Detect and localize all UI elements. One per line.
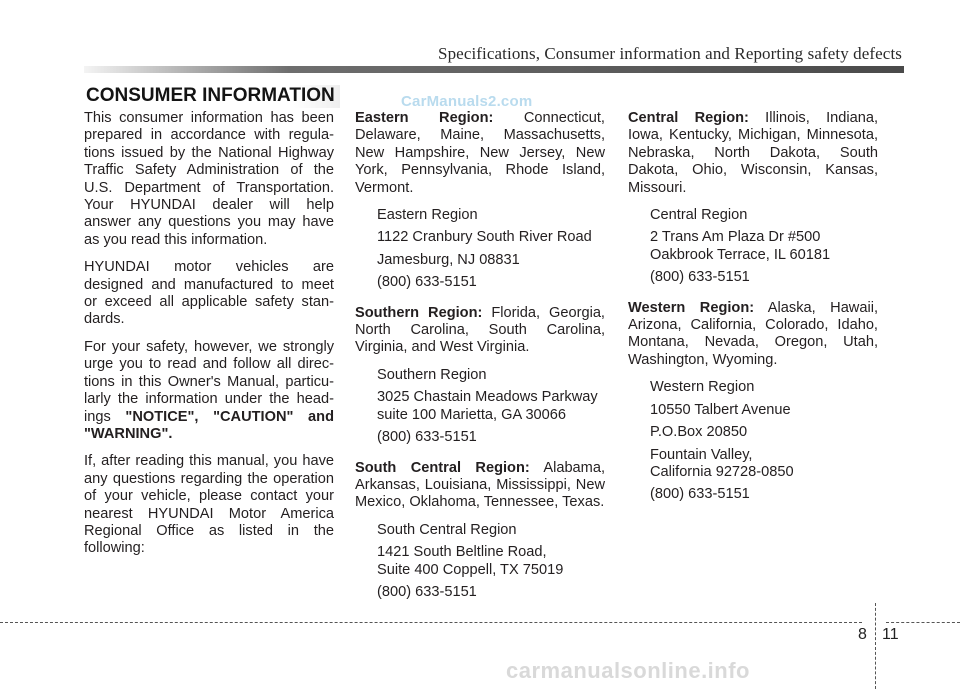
- address-phone: (800) 633-5151: [650, 269, 750, 286]
- watermark-bottom: carmanualsonline.info: [506, 658, 750, 683]
- western-region-address: [650, 379, 878, 503]
- section-heading: CONSUMER INFORMATION: [84, 85, 340, 108]
- southern-region-label: Southern Region:: [355, 304, 483, 321]
- eastern-region-label: Eastern Region:: [355, 110, 494, 126]
- central-region-label: Central Region:: [628, 110, 749, 126]
- address-phone: (800) 633-5151: [377, 429, 477, 446]
- address-street: 2 Trans Am Plaza Dr #500: [650, 229, 821, 246]
- safety-headings: "NOTICE", "CAUTION" and "WARNING".: [84, 408, 334, 442]
- address-city: Suite 400 Coppell, TX 75019: [377, 561, 564, 578]
- regions-column-2: [355, 110, 605, 606]
- western-region-label: Western Region:: [628, 299, 755, 316]
- intro-paragraph: This consumer information has been prepared in accordance with regula-tions issued by the National Highway Traffic Safety Administration of the U.S. Department of Transportation. Your HYUNDAI dealer will help answer any questions you may have as you read this information.: [84, 110, 334, 248]
- running-header: Specifications, Consumer information and Reporting safety defects: [438, 44, 902, 63]
- address-street-block: [377, 389, 605, 424]
- regions-column-3: [628, 110, 878, 509]
- eastern-region-address: [377, 207, 605, 292]
- page-number: 11: [882, 626, 899, 643]
- intro-column: [84, 110, 334, 568]
- contact-paragraph: If, after reading this manual, you have any questions regarding the operation of your vehicle, please contact your nearest HYUNDAI Motor America Regional Office as listed in the following:: [84, 453, 334, 557]
- address-phone: (800) 633-5151: [650, 486, 750, 503]
- address-city: Oakbrook Terrace, IL 60181: [650, 246, 831, 263]
- address-phone: (800) 633-5151: [377, 274, 477, 291]
- south-central-region-label: South Central Region:: [355, 459, 530, 476]
- address-name: Eastern Region: [377, 207, 478, 224]
- central-region-states: Central Region: Illinois, Indiana, Iowa, Kentucky, Michigan, Minnesota, Nebraska, North Dakota, South Dakota, Ohio, Wisconsin, Kansas, Missouri.: [628, 110, 878, 196]
- address-city: Fountain Valley,: [650, 446, 753, 463]
- address-street-block: [377, 544, 605, 579]
- address-city: suite 100 Marietta, GA 30066: [377, 406, 567, 423]
- address-pobox: P.O.Box 20850: [650, 424, 748, 441]
- address-name: Southern Region: [377, 366, 487, 383]
- western-region-states: Western Region: Alaska, Hawaii, Arizona, California, Colorado, Idaho, Montana, Nevada, Oregon, Utah, Washington, Wyoming.: [628, 299, 879, 368]
- address-city: Jamesburg, NJ 08831: [377, 251, 520, 268]
- south-central-region-address: [377, 522, 605, 602]
- address-city-block: [650, 447, 878, 482]
- chapter-number: 8: [858, 626, 867, 643]
- address-street: 1122 Cranbury South River Road: [377, 229, 592, 246]
- address-name: Central Region: [650, 207, 748, 224]
- address-street: 10550 Talbert Avenue: [650, 401, 791, 418]
- address-name: South Central Region: [377, 521, 517, 538]
- footer-rule-right: [886, 622, 960, 623]
- eastern-region-states: Eastern Region: Connecticut, Delaware, Maine, Massachusetts, New Hampshire, New Jersey, New York, Pennsylvania, Rhode Island, Vermont.: [355, 110, 605, 196]
- address-street: 1421 South Beltline Road,: [377, 544, 547, 561]
- southern-region-states: Southern Region: Florida, Georgia, North Carolina, South Carolina, Virginia, and West Virginia.: [355, 304, 605, 356]
- safety-text: For your safety, however, we strongly urge you to read and follow all direc-tions in this Owner's Manual, particu-larly the information under the head-ings: [84, 338, 334, 425]
- address-state-zip: California 92728-0850: [650, 463, 794, 480]
- address-phone: (800) 633-5151: [377, 583, 477, 600]
- footer-rule-left: [0, 622, 862, 623]
- safety-paragraph: [84, 339, 334, 443]
- header-rule: [84, 66, 904, 73]
- address-street: 3025 Chastain Meadows Parkway: [377, 389, 598, 406]
- south-central-region-states: South Central Region: Alabama, Arkansas, Louisiana, Mississippi, New Mexico, Oklahoma, Tennessee, Texas.: [355, 459, 606, 511]
- central-region-address: [650, 207, 878, 287]
- standards-paragraph: HYUNDAI motor vehicles are designed and manufactured to meet or exceed all applicable safety stan-dards.: [84, 259, 334, 328]
- page-number-divider: [875, 603, 876, 689]
- address-name: Western Region: [650, 379, 755, 396]
- address-street-block: [650, 229, 878, 264]
- southern-region-address: [377, 367, 605, 447]
- watermark-top: CarManuals2.com: [401, 93, 533, 110]
